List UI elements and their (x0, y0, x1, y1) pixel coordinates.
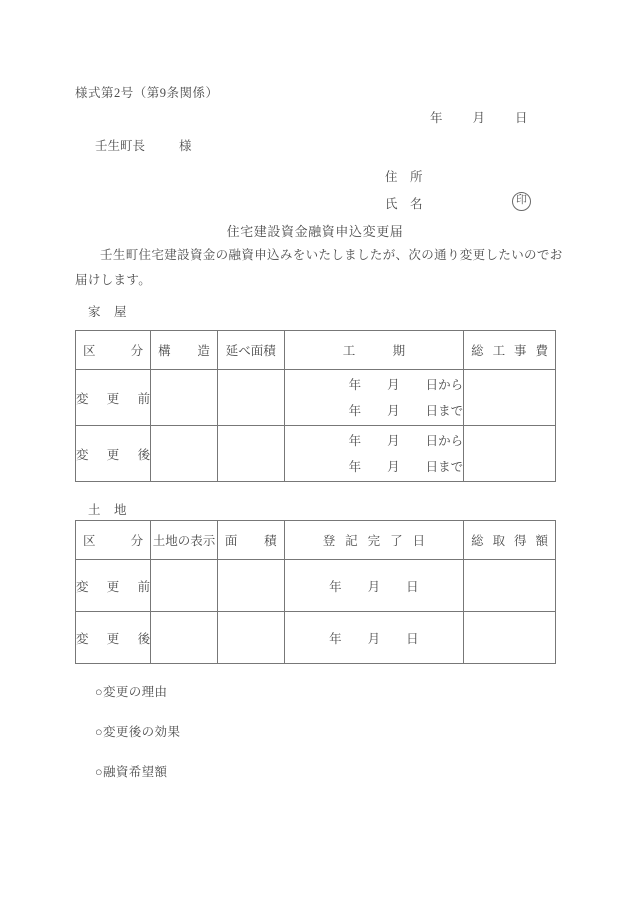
list-item: ○変更後の効果 (95, 725, 181, 739)
table-row (76, 560, 556, 612)
cell-land-description-before[interactable] (151, 560, 218, 612)
cell-total-cost-after[interactable] (464, 426, 556, 482)
header-registration-date: 登 記 完 了 日 (284, 521, 463, 560)
date-line (430, 108, 528, 126)
land-table (75, 520, 556, 664)
land-label-text: 土 地 (88, 503, 128, 517)
table-row (76, 612, 556, 664)
seal-circle-icon: 印 (512, 192, 531, 211)
land-section-label (88, 500, 127, 518)
form-number: 様式第2号（第9条関係） (75, 86, 219, 100)
cell-area-before[interactable] (217, 560, 284, 612)
header-floor-area: 延べ面積 (217, 331, 284, 370)
cell-area-after[interactable] (217, 612, 284, 664)
date-day-label: 日 (515, 111, 528, 125)
address-label: 住 所 (385, 170, 423, 184)
name-label: 氏 名 (385, 197, 423, 211)
row-kubun-before: 変 更 前 (76, 370, 151, 426)
header-total-cost: 総 工 事 費 (464, 331, 556, 370)
cell-total-acquisition-before[interactable] (464, 560, 556, 612)
applicant-address-row (385, 167, 423, 185)
period-to-line: 年 月 日まで (348, 403, 464, 418)
page-title: 住宅建設資金融資申込変更届 (226, 224, 404, 239)
house-section-label (88, 302, 127, 320)
house-table (75, 330, 556, 482)
table-header-row (76, 331, 556, 370)
bullet-list (95, 682, 180, 780)
cell-total-acquisition-after[interactable] (464, 612, 556, 664)
cell-structure-after[interactable] (151, 426, 218, 482)
period-from-line: 年 月 日から (348, 433, 464, 448)
row-kubun-before: 変 更 前 (76, 560, 151, 612)
list-item: ○融資希望額 (95, 765, 168, 779)
header-land-description: 土地の表示 (151, 521, 218, 560)
addressee-honorific: 様 (179, 139, 192, 153)
list-item: ○変更の理由 (95, 685, 168, 699)
cell-land-description-after[interactable] (151, 612, 218, 664)
table-header-row (76, 521, 556, 560)
addressee-name: 壬生町長 (95, 139, 146, 153)
header-total-acquisition: 総 取 得 額 (464, 521, 556, 560)
cell-floor-area-after[interactable] (217, 426, 284, 482)
header-kubun: 区 分 (76, 521, 151, 560)
house-label-text: 家 屋 (88, 305, 128, 319)
addressee (95, 136, 192, 154)
period-from-line: 年 月 日から (348, 377, 464, 392)
header-period: 工 期 (284, 331, 463, 370)
cell-floor-area-before[interactable] (217, 370, 284, 426)
applicant-name-row (385, 194, 423, 212)
body-paragraph: 壬生町住宅建設資金の融資申込みをいたしましたが、次の通り変更したいのでお届けします。 (75, 248, 563, 287)
header-structure: 構 造 (151, 331, 218, 370)
row-kubun-after: 変 更 後 (76, 426, 151, 482)
cell-period-after[interactable] (284, 426, 463, 482)
header-area: 面 積 (217, 521, 284, 560)
cell-period-before[interactable] (284, 370, 463, 426)
header-kubun: 区 分 (76, 331, 151, 370)
date-month-label: 月 (472, 111, 486, 125)
cell-registration-date-before[interactable]: 年 月 日 (284, 560, 463, 612)
table-row (76, 370, 556, 426)
table-row (76, 426, 556, 482)
period-to-line: 年 月 日まで (348, 459, 464, 474)
row-kubun-after: 変 更 後 (76, 612, 151, 664)
date-year-label: 年 (430, 111, 443, 125)
cell-total-cost-before[interactable] (464, 370, 556, 426)
cell-structure-before[interactable] (151, 370, 218, 426)
cell-registration-date-after[interactable]: 年 月 日 (284, 612, 463, 664)
